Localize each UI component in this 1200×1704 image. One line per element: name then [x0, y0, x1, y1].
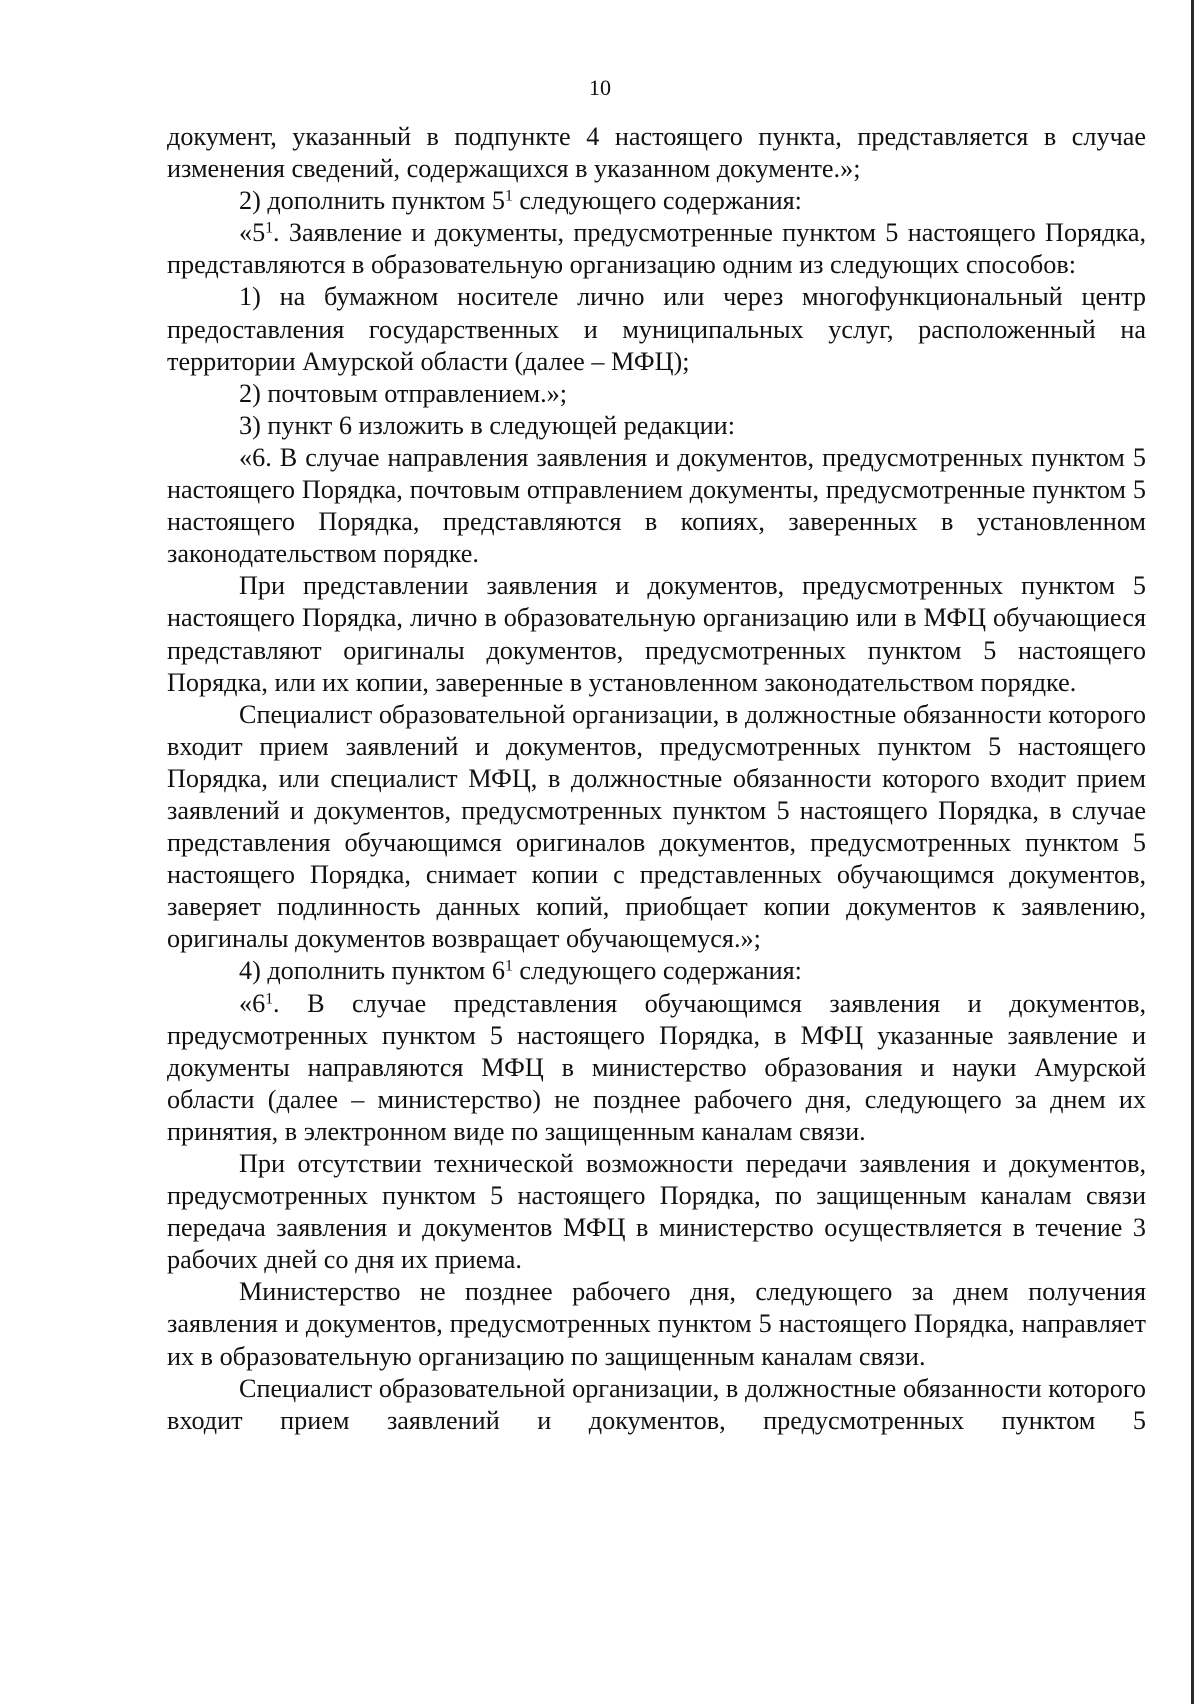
paragraph: 2) почтовым отправлением.»;	[239, 378, 568, 408]
paragraph: 1) на бумажном носителе лично или через многофункциональный центр предоставления государственных и муниципальных услуг, расположенный на территории Амурской области (далее – МФЦ);	[167, 282, 1146, 376]
paragraph-text: следующего содержания:	[512, 186, 802, 216]
paragraph: Министерство не позднее рабочего дня, следующего за днем получения заявления и документов, предусмотренных пунктом 5 настоящего Порядка, направляет их в образовательную организацию по защищенным каналам связи.	[167, 1277, 1146, 1371]
page-number: 10	[589, 75, 611, 100]
paragraph: При представлении заявления и документов, предусмотренных пунктом 5 настоящего Порядка, лично в образовательную организацию или в МФЦ обучающиеся представляют оригиналы документов, предусмотренных пунктом 5 настоящего Порядка, или их копии, заверенные в установленном законодательством порядке.	[167, 571, 1146, 697]
superscript: 1	[504, 187, 513, 205]
paragraph: 3) пункт 6 изложить в следующей редакции:	[239, 410, 735, 440]
paragraph-text: . Заявление и документы, предусмотренные пунктом 5 настоящего Порядка, представляются в образовательную организацию одним из следующих способов:	[167, 218, 1146, 280]
paragraph	[167, 955, 1146, 987]
scan-edge-line	[1191, 0, 1194, 1704]
paragraph	[167, 217, 1146, 281]
paragraph: «6. В случае направления заявления и документов, предусмотренных пунктом 5 настоящего Порядка, почтовым отправлением документы, предусмотренные пунктом 5 настоящего Порядка, представляются в копиях, заверенных в установленном законодательством порядке.	[167, 442, 1146, 569]
paragraph-text: «6	[239, 988, 266, 1018]
superscript: 1	[265, 219, 274, 237]
superscript: 1	[265, 989, 274, 1007]
paragraph	[167, 185, 1146, 217]
superscript: 1	[504, 957, 513, 975]
paragraph: Специалист образовательной организации, в должностные обязанности которого входит прием заявлений и документов, предусмотренных пунктом 5	[167, 1373, 1146, 1435]
paragraph: При отсутствии технической возможности передачи заявления и документов, предусмотренных пунктом 5 настоящего Порядка, по защищенным каналам связи передача заявления и документов МФЦ в министерство осуществляется в течение 3 рабочих дней со дня их приема.	[167, 1149, 1146, 1275]
document-body	[167, 121, 1146, 1437]
paragraph: документ, указанный в подпункте 4 настоящего пункта, представляется в случае изменения сведений, содержащихся в указанном документе.»;	[167, 122, 1146, 184]
paragraph-text: «5	[239, 218, 266, 248]
paragraph: Специалист образовательной организации, в должностные обязанности которого входит прием заявлений и документов, предусмотренных пунктом 5 настоящего Порядка, или специалист МФЦ, в должностные обязанности которого входит прием заявлений и документов, предусмотренных пунктом 5 настоящего Порядка, в случае представления обучающимся оригиналов документов, предусмотренных пунктом 5 настоящего Порядка, снимает копии с представленных обучающимся документов, заверяет подлинность данных копий, приобщает копии документов к заявлению, оригиналы документов возвращает обучающемуся.»;	[167, 699, 1146, 954]
paragraph-text: следующего содержания:	[512, 956, 802, 986]
paragraph	[167, 988, 1146, 1148]
paragraph-text: 2) дополнить пунктом 5	[239, 186, 505, 216]
paragraph-text: 4) дополнить пунктом 6	[239, 956, 505, 986]
paragraph-text: . В случае представления обучающимся заявления и документов, предусмотренных пунктом 5 настоящего Порядка, в МФЦ указанные заявление и документы направляются МФЦ в министерство образования и науки Амурской области (далее – министерство) не позднее рабочего дня, следующего за днем их принятия, в электронном виде по защищенным каналам связи.	[167, 988, 1146, 1146]
